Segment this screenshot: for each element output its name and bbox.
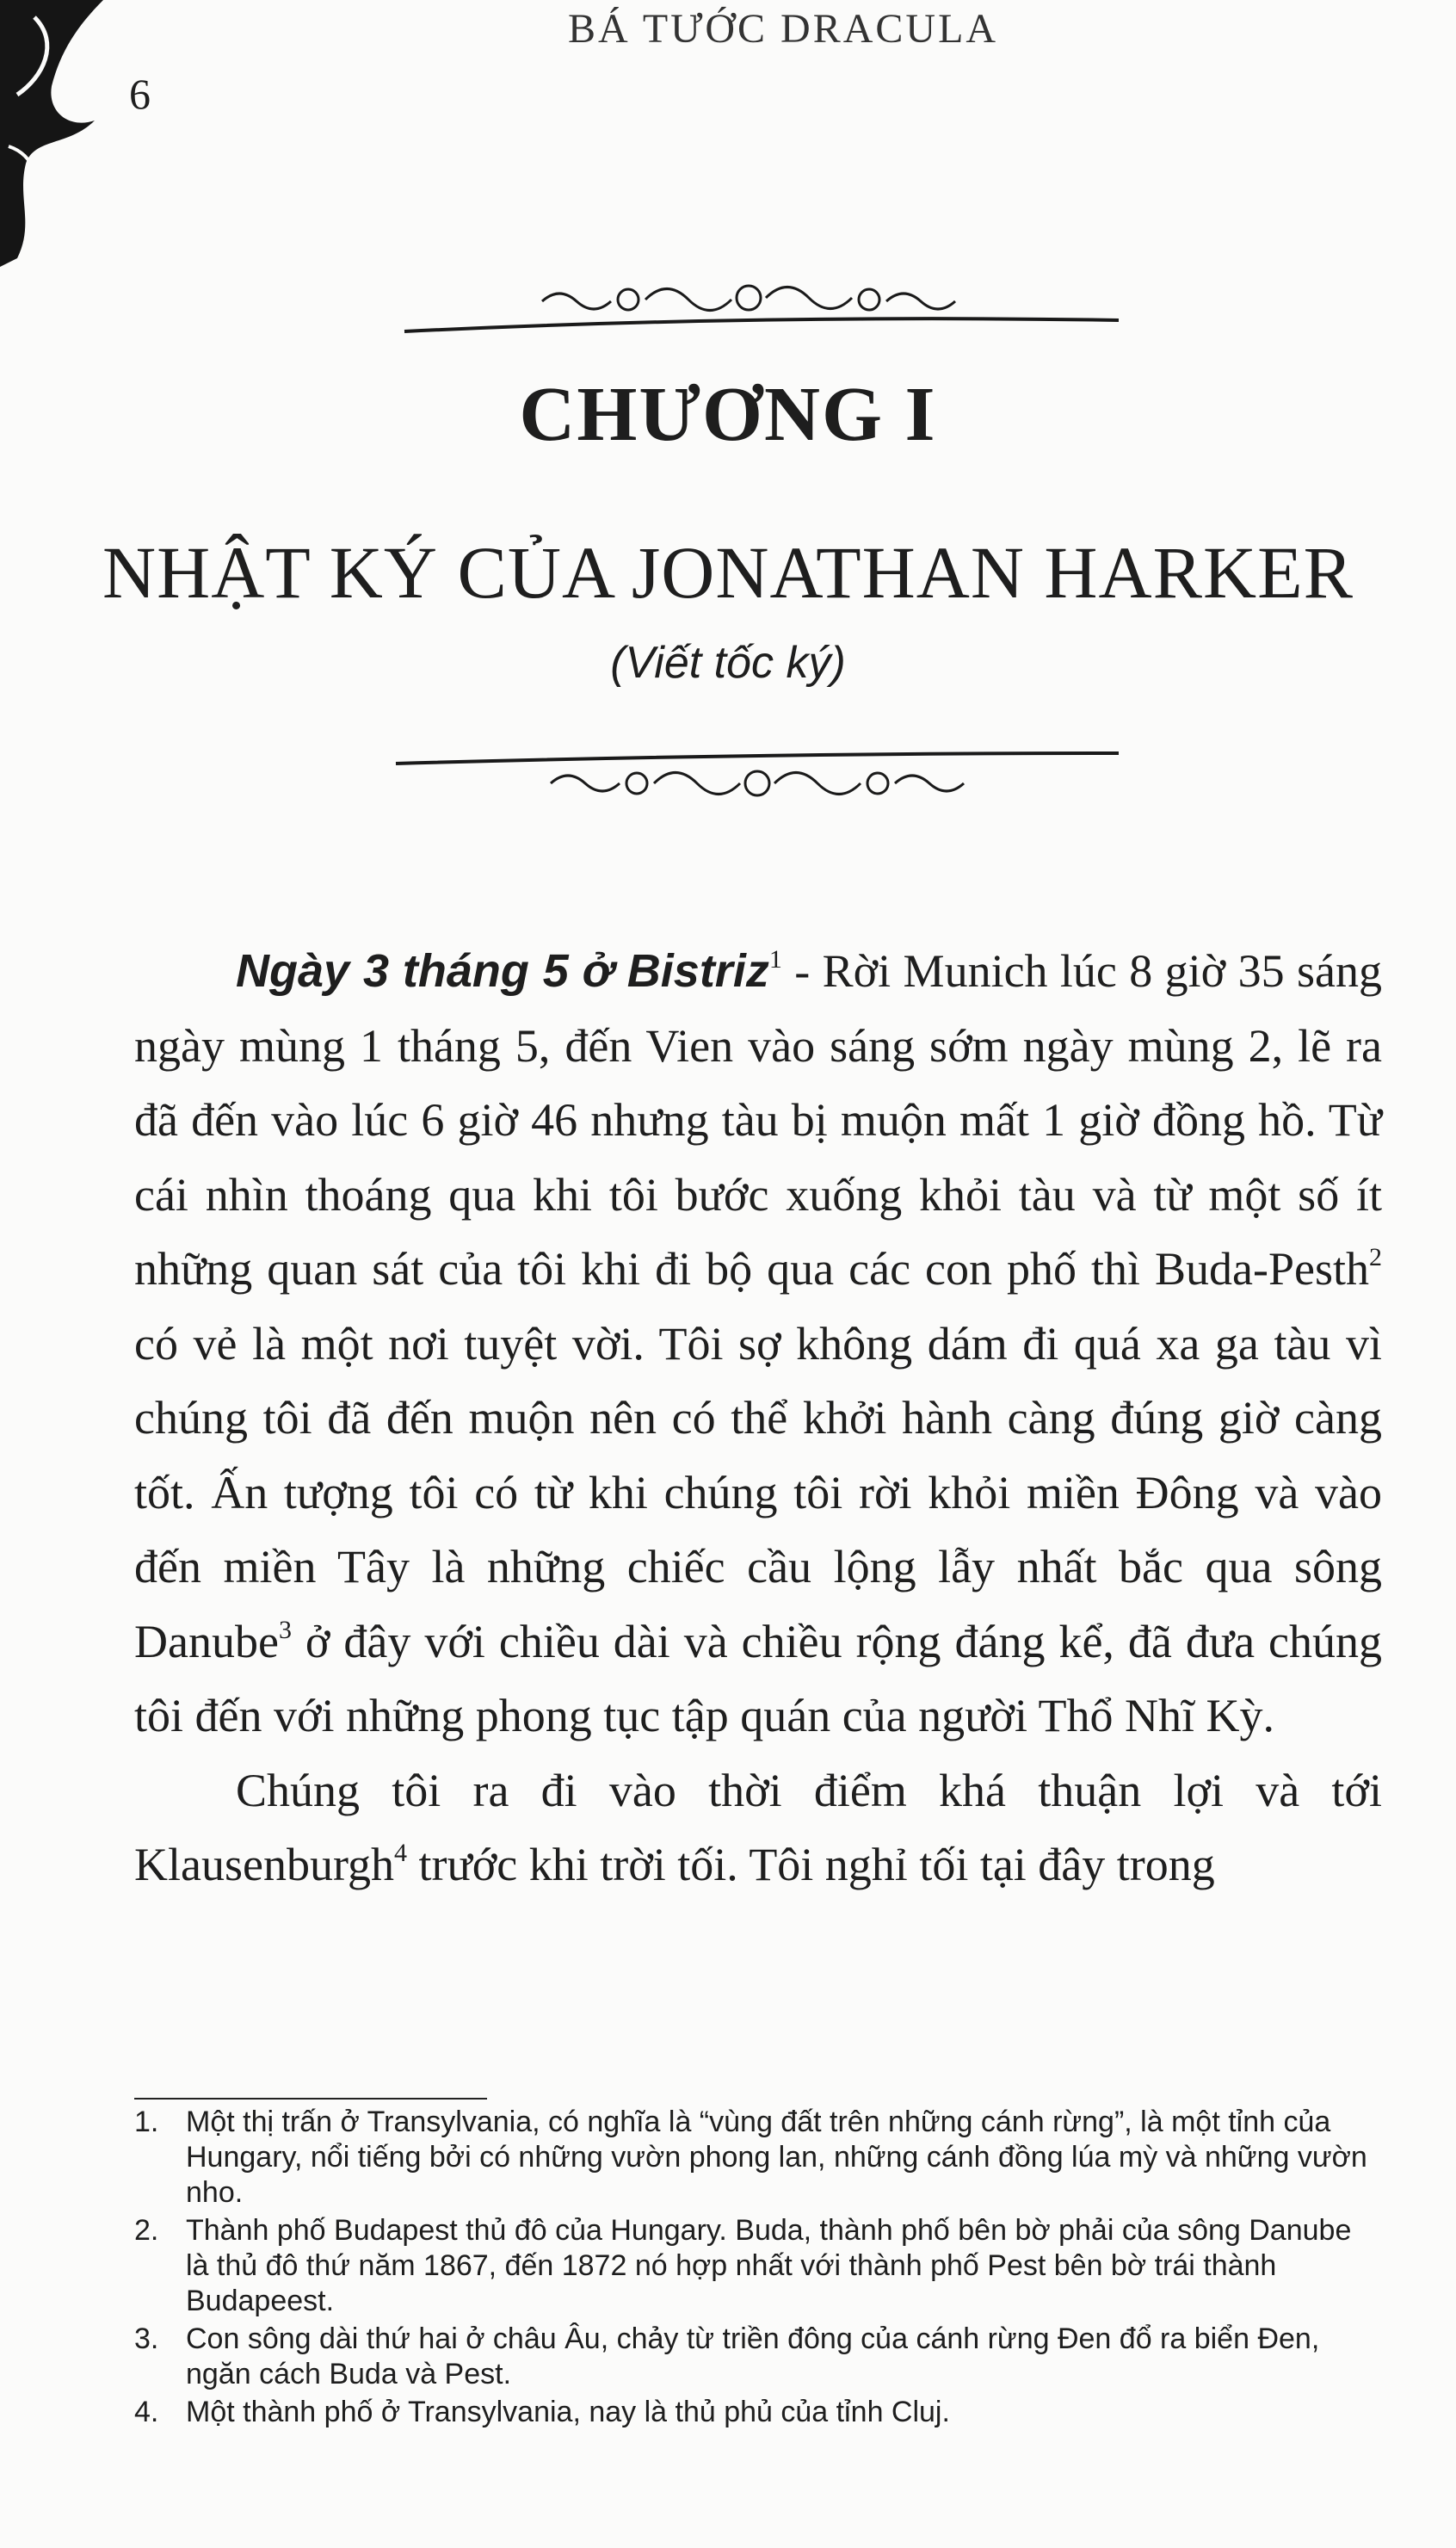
paragraph-1 <box>134 934 1382 1753</box>
footnote-4 <box>134 2395 1373 2430</box>
chapter-title: CHƯƠNG I <box>519 372 937 457</box>
footnote-ref-2[interactable]: 2 <box>1369 1243 1382 1271</box>
footnote-number: 2. <box>134 2214 159 2247</box>
paragraph-2-text-a: Chúng tôi ra đi vào thời điểm khá thuận lợi và tới Klausenburgh <box>134 1764 1382 1890</box>
footnote-rule <box>134 2098 487 2100</box>
paragraph-1-text-b: có vẻ là một nơi tuyệt vời. Tôi sợ không dám đi quá xa ga tàu vì chúng tôi đã đến muộn nên có thể khởi hành càng đúng giờ càng tốt. Ấn tượng tôi có từ khi chúng tôi rời khỏi miền Đông và vào đến miền Tây là những chiếc cầu lộng lẫy nhất bắc qua sông Danube <box>134 1317 1382 1667</box>
paragraph-2 <box>134 1753 1382 1902</box>
paragraph-1-text-c: ở đây với chiều dài và chiều rộng đáng kể, đã đưa chúng tôi đến với những phong tục tập quán của người Thổ Nhĩ Kỳ. <box>134 1615 1382 1741</box>
paragraph-2-text-b: trước khi trời tối. Tôi nghỉ tối tại đây trong <box>406 1839 1215 1890</box>
ornamental-divider-bottom <box>379 736 1136 813</box>
paragraph-1-text-a: - Rời Munich lúc 8 giờ 35 sáng ngày mùng 1 tháng 5, đến Vien vào sáng sớm ngày mùng 2, lẽ ra đã đến vào lúc 6 giờ 46 nhưng tàu bị muộn mất 1 giờ đồng hồ. Từ cái nhìn thoáng qua khi tôi bước xuống khỏi tàu và từ một số ít những quan sát của tôi khi đi bộ qua các con phố thì Buda-Pesth <box>134 945 1382 1295</box>
footnote-ref-4[interactable]: 4 <box>393 1839 407 1867</box>
footnotes <box>134 2105 1373 2433</box>
page-number: 6 <box>129 70 151 118</box>
footnote-text: Con sông dài thứ hai ở châu Âu, chảy từ triền đông của cánh rừng Đen đổ ra biển Đen, ngăn cách Buda và Pest. <box>186 2322 1320 2390</box>
footnote-1 <box>134 2105 1373 2211</box>
corner-flourish-ornament <box>0 0 129 275</box>
footnote-3 <box>134 2322 1373 2392</box>
chapter-subtitle: NHẬT KÝ CỦA JONATHAN HARKER <box>102 531 1354 614</box>
body-text <box>134 934 1382 1902</box>
footnote-number: 4. <box>134 2396 159 2428</box>
chapter-note: (Viết tốc ký) <box>610 638 846 688</box>
footnote-text: Một thị trấn ở Transylvania, có nghĩa là “vùng đất trên những cánh rừng”, là một tỉnh của Hungary, nổi tiếng bởi có những vườn phong lan, những cánh đồng lúa mỳ và những vườn nho. <box>186 2106 1367 2209</box>
footnote-number: 1. <box>134 2106 159 2138</box>
running-title: BÁ TƯỚC DRACULA <box>568 6 999 52</box>
footnote-2 <box>134 2213 1373 2319</box>
footnote-ref-3[interactable]: 3 <box>278 1615 292 1644</box>
footnote-text: Thành phố Budapest thủ đô của Hungary. Buda, thành phố bên bờ phải của sông Danube là thủ đô thứ năm 1867, đến 1872 nó hợp nhất với thành phố Pest bên bờ trái thành Budapeest. <box>186 2214 1352 2317</box>
ornamental-divider-top <box>379 267 1136 344</box>
entry-date: Ngày 3 tháng 5 ở Bistriz <box>236 945 769 997</box>
footnote-ref-1[interactable]: 1 <box>768 945 782 974</box>
footnote-number: 3. <box>134 2322 159 2355</box>
footnote-text: Một thành phố ở Transylvania, nay là thủ phủ của tỉnh Cluj. <box>186 2396 950 2428</box>
